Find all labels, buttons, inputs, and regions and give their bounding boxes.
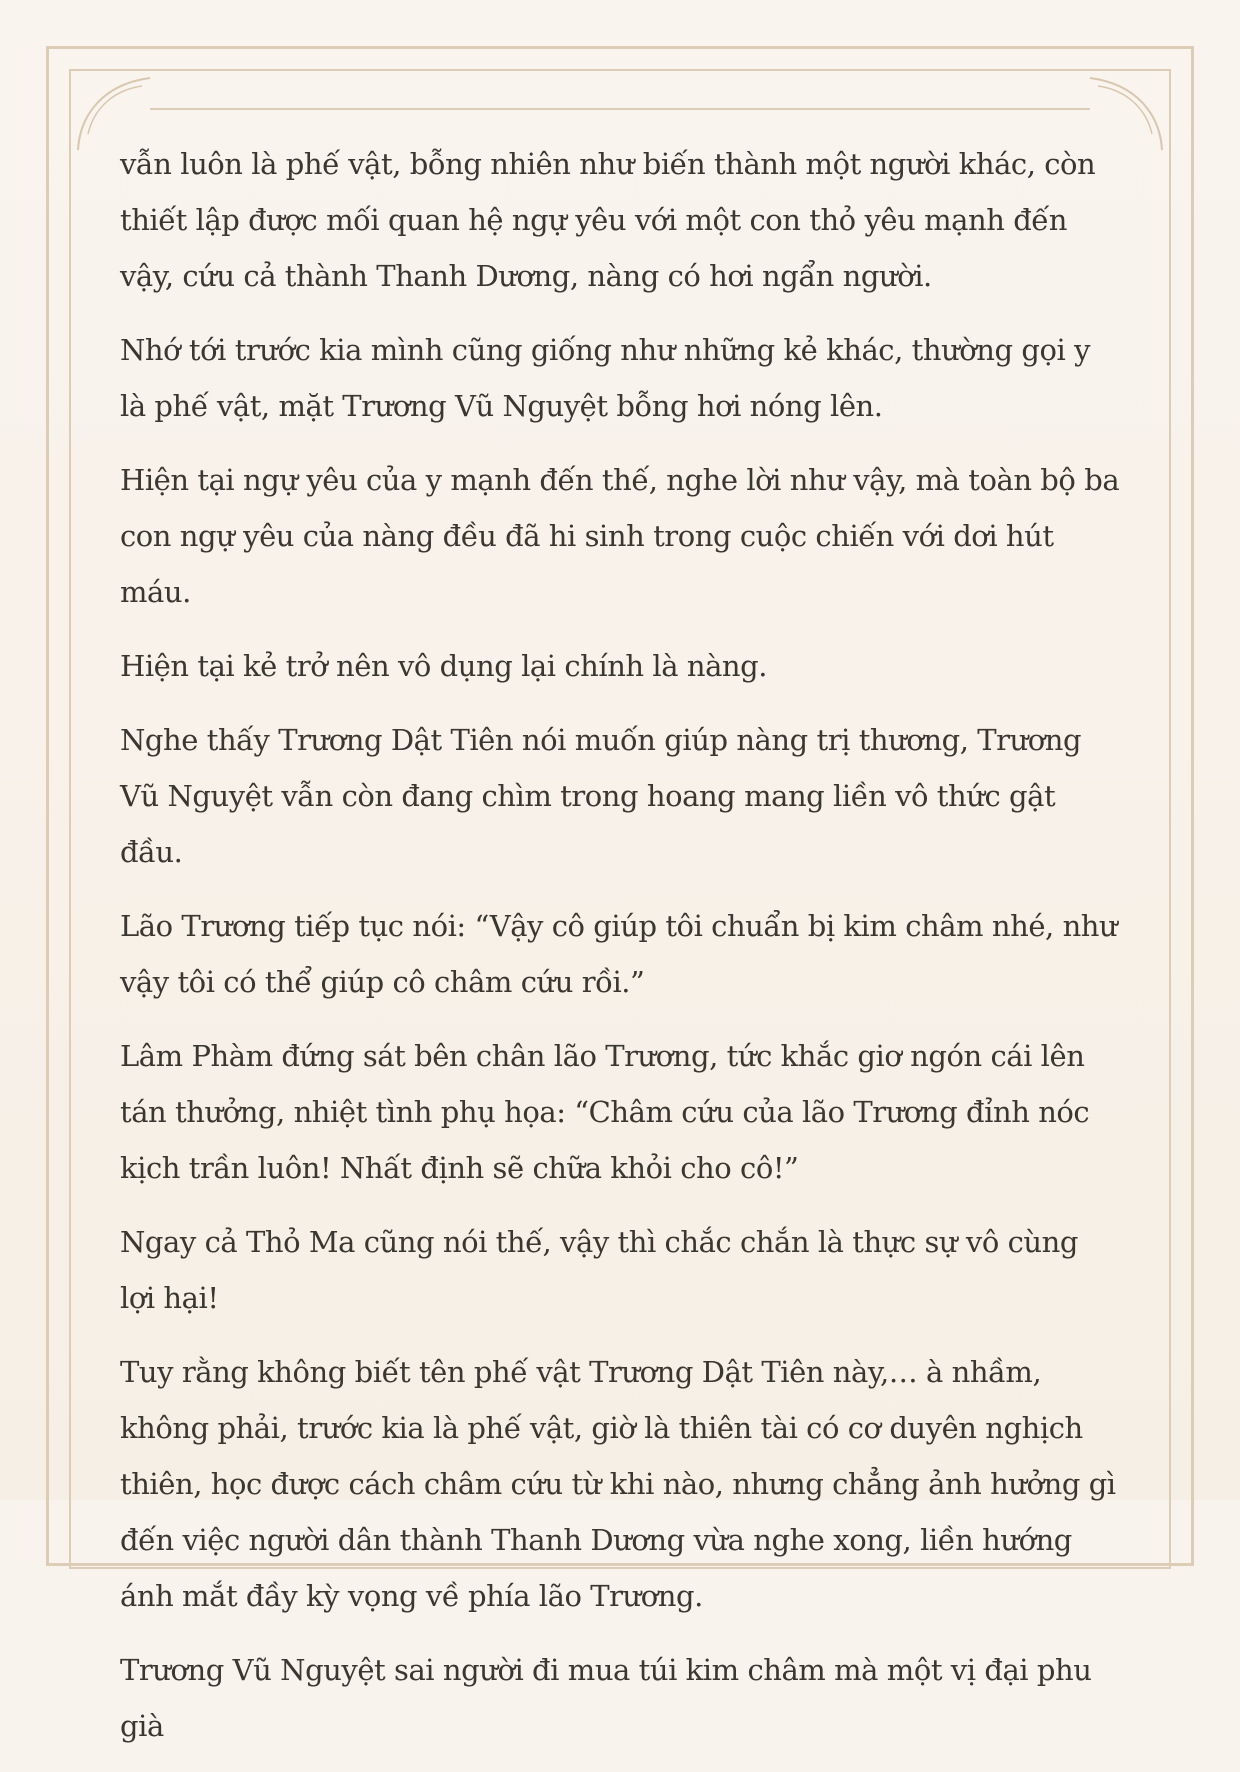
paragraph-3: Hiện tại ngự yêu của y mạnh đến thế, nghe lời như vậy, mà toàn bộ ba con ngự yêu của nàng đều đã hi sinh trong cuộc chiến với dơi hút máu. — [120, 463, 1120, 609]
paragraph-1: vẫn luôn là phế vật, bỗng nhiên như biến thành một người khác, còn thiết lập được mối quan hệ ngự yêu với một con thỏ yêu mạnh đến vậy, cứu cả thành Thanh Dương, nàng có hơi ngẩn người. — [120, 147, 1096, 293]
chapter-text — [120, 136, 1120, 1772]
paragraph-2: Nhớ tới trước kia mình cũng giống như những kẻ khác, thường gọi y là phế vật, mặt Trương Vũ Nguyệt bỗng hơi nóng lên. — [120, 333, 1091, 423]
paragraph-4: Hiện tại kẻ trở nên vô dụng lại chính là nàng. — [120, 649, 768, 683]
paragraph-7: Lâm Phàm đứng sát bên chân lão Trương, tức khắc giơ ngón cái lên tán thưởng, nhiệt tình phụ họa: “Châm cứu của lão Trương đỉnh nóc kịch trần luôn! Nhất định sẽ chữa khỏi cho cô!” — [120, 1039, 1090, 1185]
paragraph-6: Lão Trương tiếp tục nói: “Vậy cô giúp tôi chuẩn bị kim châm nhé, như vậy tôi có thể giúp cô châm cứu rồi.” — [120, 909, 1118, 999]
paragraph-5: Nghe thấy Trương Dật Tiên nói muốn giúp nàng trị thương, Trương Vũ Nguyệt vẫn còn đang chìm trong hoang mang liền vô thức gật đầu. — [120, 723, 1082, 869]
paragraph-8: Ngay cả Thỏ Ma cũng nói thế, vậy thì chắc chắn là thực sự vô cùng lợi hại! — [120, 1225, 1078, 1315]
paragraph-10: Trương Vũ Nguyệt sai người đi mua túi kim châm mà một vị đại phu già — [120, 1653, 1092, 1743]
paragraph-9: Tuy rằng không biết tên phế vật Trương Dật Tiên này,… à nhầm, không phải, trước kia là phế vật, giờ là thiên tài có cơ duyên nghịch thiên, học được cách châm cứu từ khi nào, nhưng chẳng ảnh hưởng gì đến việc người dân thành Thanh Dương vừa nghe xong, liền hướng ánh mắt đầy kỳ vọng về phía lão Trương. — [120, 1355, 1116, 1613]
top-divider — [150, 108, 1090, 110]
